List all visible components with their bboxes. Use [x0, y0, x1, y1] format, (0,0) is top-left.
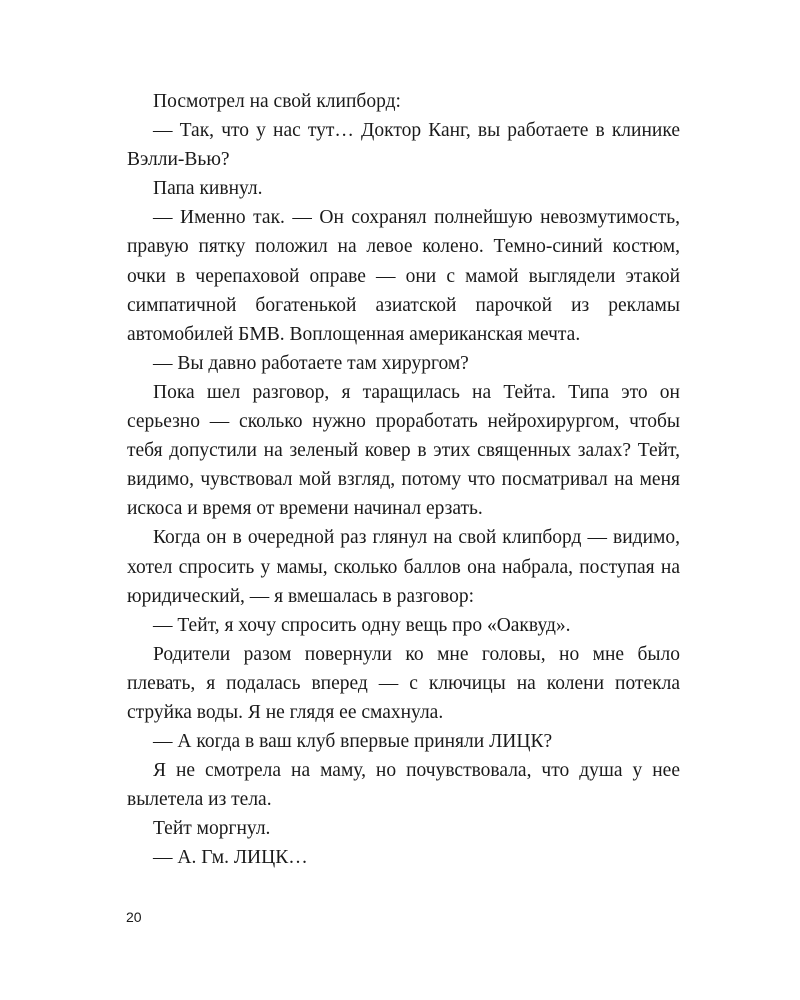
paragraph-10: — А когда в ваш клуб впервые приняли ЛИЦК? [153, 731, 553, 753]
paragraph-12: Тейт моргнул. [153, 818, 271, 840]
paragraph-6: Пока шел разговор, я таращилась на Тейта. Типа это он серьезно — сколько нужно проработать нейрохирургом, чтобы тебя допустили на зеленый ковер в этих священных залах? Тейт, видимо, чувствовал мой взгляд, потому что посматривал на меня искоса и время от времени начинал ерзать. [127, 381, 680, 520]
paragraph-5: — Вы давно работаете там хирургом? [153, 352, 469, 374]
paragraph-7: Когда он в очередной раз глянул на свой клипборд — видимо, хотел спросить у мамы, сколько баллов она набрала, поступая на юридический, — я вмешалась в разговор: [127, 527, 680, 607]
paragraph-11: Я не смотрела на маму, но почувствовала, что душа у нее вылетела из тела. [127, 760, 680, 811]
paragraph-9: Родители разом повернули ко мне головы, но мне было плевать, я подалась вперед — с ключицы на колени потекла струйка воды. Я не глядя ее смахнула. [127, 643, 680, 723]
paragraph-1: Посмотрел на свой клипборд: [153, 91, 401, 112]
paragraph-2: — Так, что у нас тут… Доктор Канг, вы работаете в клинике Вэлли-Вью? [127, 120, 680, 171]
paragraph-4: — Именно так. — Он сохранял полнейшую невозмутимость, правую пятку положил на левое колено. Темно-синий костюм, очки в черепаховой оправе — они с мамой выглядели этакой симпатичной богатенькой азиатской парочкой из рекламы автомобилей БМВ. Воплощенная американская мечта. [127, 207, 680, 345]
body-text [127, 87, 680, 873]
paragraph-8: — Тейт, я хочу спросить одну вещь про «Оаквуд». [153, 614, 571, 636]
page-number: 20 [126, 909, 142, 925]
paragraph-3: Папа кивнул. [153, 178, 263, 200]
paragraph-13: — А. Гм. ЛИЦК… [153, 847, 308, 869]
